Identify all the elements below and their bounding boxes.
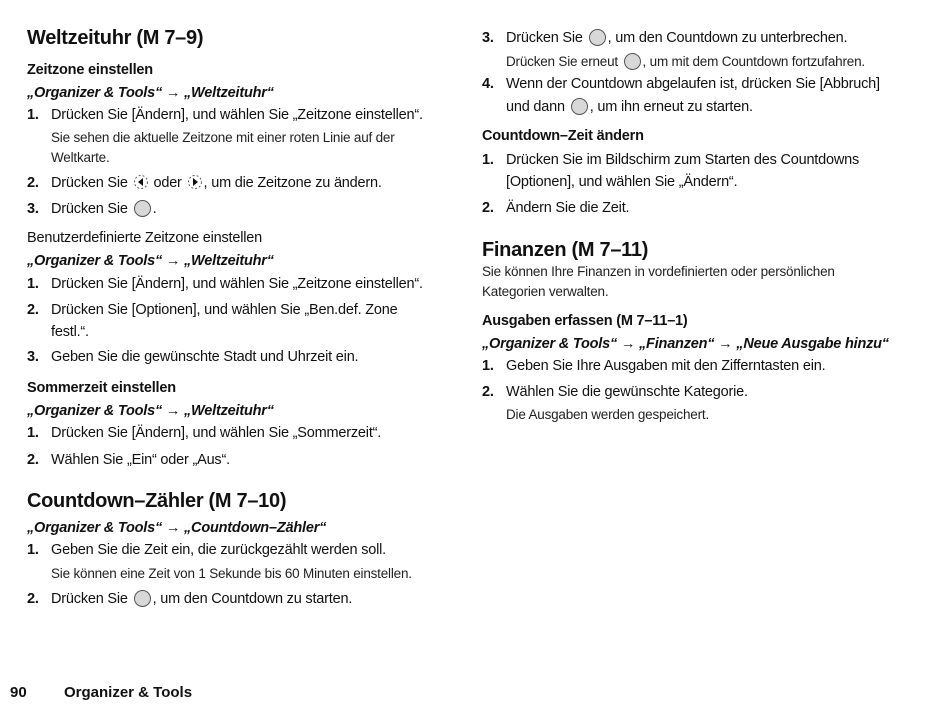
step: 3. Geben Sie die gewünschte Stadt und Uhrzeit ein. xyxy=(27,349,359,365)
step: 1. Geben Sie Ihre Ausgaben mit den Zifferntasten ein. xyxy=(482,358,826,374)
expenses-heading: Ausgaben erfassen (M 7–11–1) xyxy=(482,313,688,329)
worldclock-title: Weltzeituhr (M 7–9) xyxy=(27,27,204,49)
menu-path: „Organizer & Tools“ → „Weltzeituhr“ xyxy=(27,85,274,101)
step: 3. Drücken Sie . xyxy=(27,201,157,217)
step: 2. Drücken Sie , um den Countdown zu starten. xyxy=(27,591,353,607)
menu-path: „Organizer & Tools“ → „Finanzen“ → „Neue Ausgabe hinzu“ xyxy=(482,336,889,352)
center-key-icon xyxy=(571,98,588,115)
step: 2. Ändern Sie die Zeit. xyxy=(482,200,630,216)
finance-intro: Kategorien verwalten. xyxy=(482,284,609,299)
step-note: Drücken Sie erneut , um mit dem Countdown fortzufahren. xyxy=(506,54,865,69)
step: 1. Drücken Sie im Bildschirm zum Starten des Countdowns xyxy=(482,152,860,168)
countdown-change-heading: Countdown–Zeit ändern xyxy=(482,128,644,144)
step-note: Sie können eine Zeit von 1 Sekunde bis 60 Minuten einstellen. xyxy=(51,566,412,581)
step: 2. Drücken Sie oder , um die Zeitzone zu ändern. xyxy=(27,175,382,191)
center-key-icon xyxy=(134,590,151,607)
step-note: Sie sehen die aktuelle Zeitzone mit einer roten Linie auf der xyxy=(51,130,395,145)
finance-intro: Sie können Ihre Finanzen in vordefinierten oder persönlichen xyxy=(482,264,835,279)
step: 2. Wählen Sie „Ein“ oder „Aus“. xyxy=(27,452,230,468)
finance-title: Finanzen (M 7–11) xyxy=(482,239,649,261)
step-continuation: und dann , um ihn erneut zu starten. xyxy=(506,99,753,115)
nav-right-icon xyxy=(187,174,203,190)
step: 2. Wählen Sie die gewünschte Kategorie. xyxy=(482,384,748,400)
footer-section-title: Organizer & Tools xyxy=(64,684,193,701)
countdown-title: Countdown–Zähler (M 7–10) xyxy=(27,490,287,512)
menu-path: „Organizer & Tools“ → „Weltzeituhr“ xyxy=(27,253,274,269)
timezone-set-heading: Zeitzone einstellen xyxy=(27,62,153,78)
step-note: Weltkarte. xyxy=(51,150,110,165)
step: 3. Drücken Sie , um den Countdown zu unterbrechen. xyxy=(482,30,848,46)
step: 1. Drücken Sie [Ändern], und wählen Sie „Zeitzone einstellen“. xyxy=(27,276,423,292)
step-note: Die Ausgaben werden gespeichert. xyxy=(506,407,709,422)
page-number: 90 xyxy=(10,684,27,701)
center-key-icon xyxy=(589,29,606,46)
step: 1. Drücken Sie [Ändern], und wählen Sie „Sommerzeit“. xyxy=(27,425,382,441)
nav-left-icon xyxy=(133,174,149,190)
menu-path: „Organizer & Tools“ → „Weltzeituhr“ xyxy=(27,403,274,419)
center-key-icon xyxy=(134,200,151,217)
step: 4. Wenn der Countdown abgelaufen ist, drücken Sie [Abbruch] xyxy=(482,76,880,92)
step-continuation: [Optionen], und wählen Sie „Ändern“. xyxy=(506,174,738,190)
step-continuation: festl.“. xyxy=(51,324,89,340)
center-key-icon xyxy=(624,53,641,70)
step: 2. Drücken Sie [Optionen], und wählen Sie „Ben.def. Zone xyxy=(27,302,398,318)
menu-path: „Organizer & Tools“ → „Countdown–Zähler“ xyxy=(27,520,327,536)
custom-timezone-heading: Benutzerdefinierte Zeitzone einstellen xyxy=(27,230,263,246)
step: 1. Drücken Sie [Ändern], und wählen Sie „Zeitzone einstellen“. xyxy=(27,107,423,123)
step: 1. Geben Sie die Zeit ein, die zurückgezählt werden soll. xyxy=(27,542,386,558)
dst-heading: Sommerzeit einstellen xyxy=(27,380,176,396)
